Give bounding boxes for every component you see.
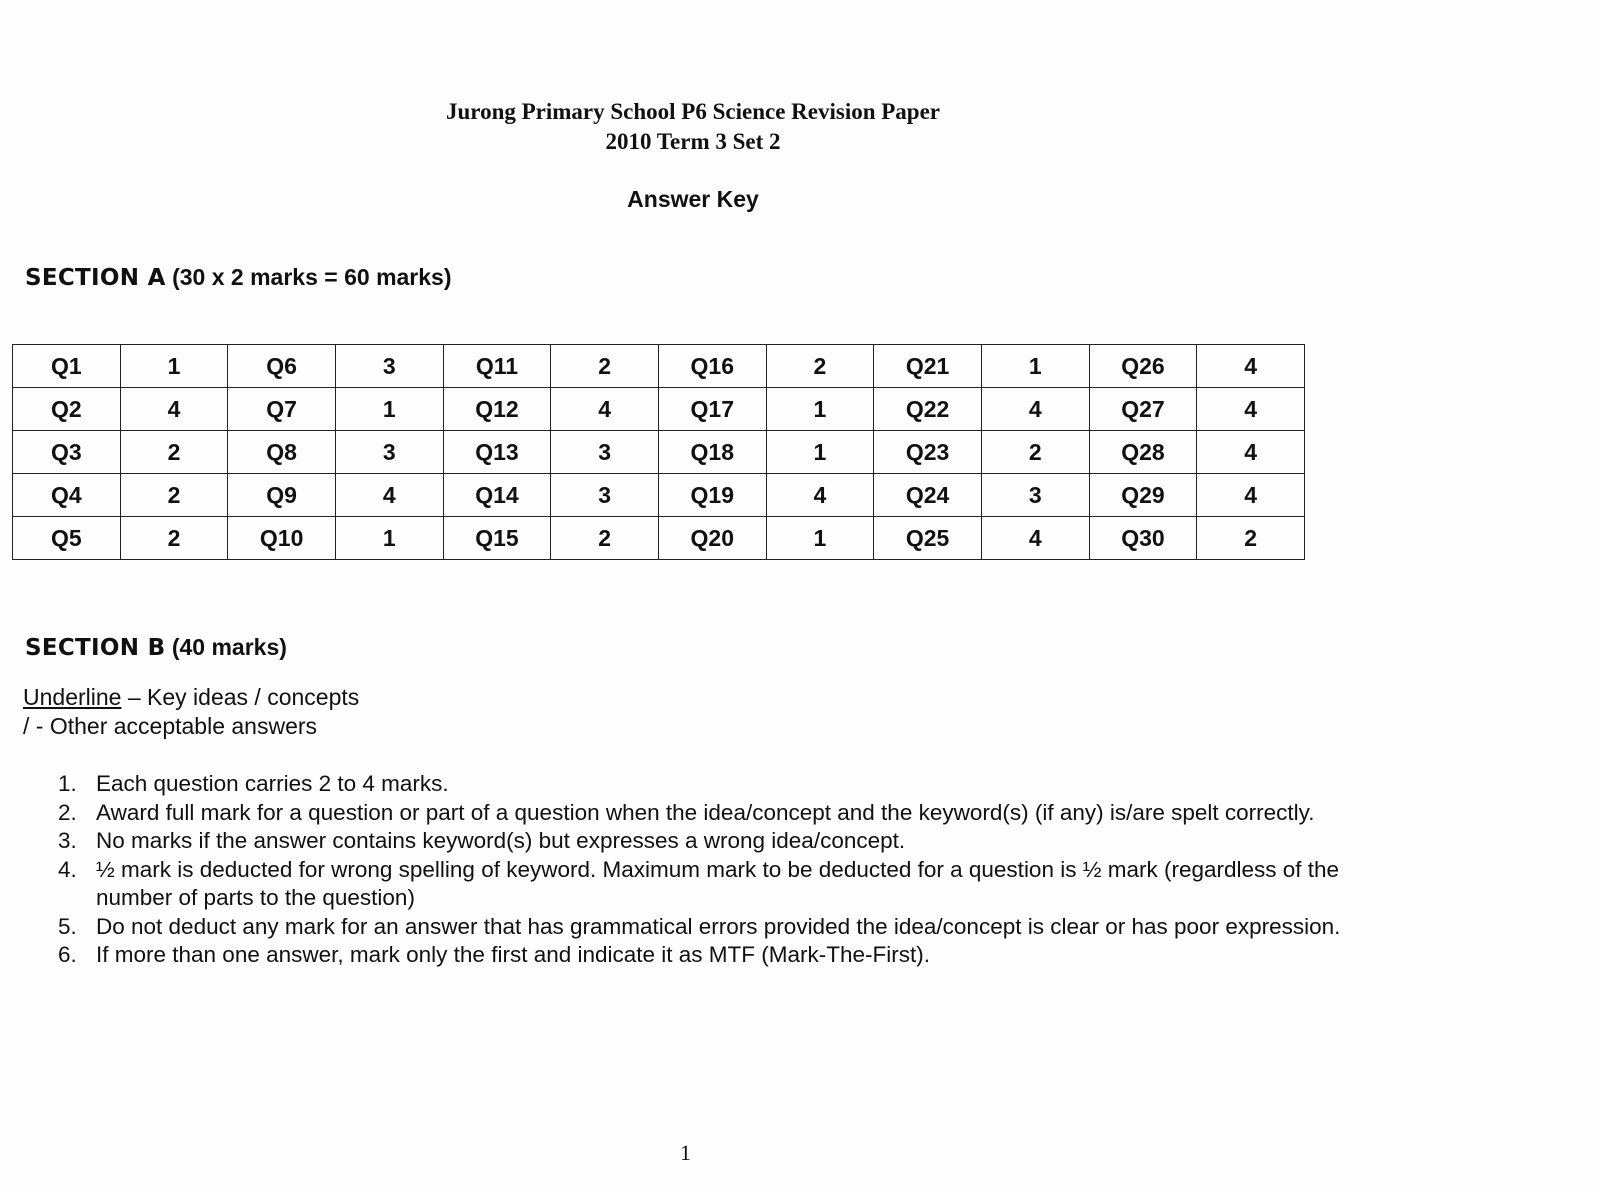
answer-cell: 4 [120, 388, 228, 431]
question-cell: Q4 [13, 474, 121, 517]
answer-cell: 4 [1197, 474, 1305, 517]
section-a-marks: (30 x 2 marks = 60 marks) [172, 264, 452, 290]
answer-cell: 4 [1197, 388, 1305, 431]
answer-cell: 1 [336, 517, 444, 560]
list-number: 1. [58, 771, 77, 796]
list-number: 5. [58, 913, 77, 939]
question-cell: Q5 [13, 517, 121, 560]
answer-cell: 2 [120, 517, 228, 560]
question-cell: Q28 [1089, 431, 1197, 474]
question-cell: Q2 [13, 388, 121, 431]
answer-cell: 1 [120, 345, 228, 388]
answer-cell: 2 [1197, 517, 1305, 560]
list-text: If more than one answer, mark only the first and indicate it as MTF (Mark-The-First). [96, 942, 931, 967]
section-b-heading [25, 634, 287, 661]
question-cell: Q18 [658, 431, 766, 474]
question-cell: Q10 [228, 517, 336, 560]
answer-cell: 3 [336, 431, 444, 474]
section-a-label: SECTION A [25, 265, 166, 291]
answer-cell: 3 [551, 431, 659, 474]
question-cell: Q24 [874, 474, 982, 517]
question-cell: Q15 [443, 517, 551, 560]
answer-cell: 4 [551, 388, 659, 431]
list-item [58, 770, 1358, 799]
document-subtitle: 2010 Term 3 Set 2 [605, 129, 781, 154]
list-text: Each question carries 2 to 4 marks. [96, 771, 449, 796]
section-b-label: SECTION B [25, 635, 166, 661]
answer-cell: 2 [981, 431, 1089, 474]
answer-cell: 4 [981, 388, 1089, 431]
table-row [13, 517, 1305, 560]
answer-cell: 1 [766, 431, 874, 474]
underline-sample: Underline [23, 684, 122, 710]
marking-rules-list [58, 770, 1358, 970]
question-cell: Q11 [443, 345, 551, 388]
answer-cell: 4 [336, 474, 444, 517]
answer-key-heading: Answer Key [627, 186, 759, 212]
legend-underline [23, 684, 359, 711]
section-b-marks: (40 marks) [171, 634, 287, 660]
question-cell: Q6 [228, 345, 336, 388]
answer-table [12, 344, 1305, 560]
list-item [58, 827, 1358, 856]
question-cell: Q20 [658, 517, 766, 560]
question-cell: Q8 [228, 431, 336, 474]
answer-cell: 1 [766, 517, 874, 560]
list-number: 2. [58, 799, 77, 825]
answer-cell: 4 [766, 474, 874, 517]
list-item [58, 799, 1358, 828]
answer-cell: 1 [766, 388, 874, 431]
list-text: No marks if the answer contains keyword(s) but expresses a wrong idea/concept. [96, 828, 906, 853]
underline-desc: – Key ideas / concepts [121, 684, 360, 710]
question-cell: Q23 [874, 431, 982, 474]
list-text: Award full mark for a question or part of a question when the idea/concept and the keyword(s) (if any) is/are spelt correctly. [96, 799, 1315, 825]
document-title: Jurong Primary School P6 Science Revision Paper [445, 99, 941, 124]
list-item [58, 856, 1358, 913]
table-row [13, 431, 1305, 474]
question-cell: Q12 [443, 388, 551, 431]
answer-cell: 3 [336, 345, 444, 388]
question-cell: Q13 [443, 431, 551, 474]
question-cell: Q27 [1089, 388, 1197, 431]
section-a-heading [25, 264, 452, 291]
answer-cell: 3 [981, 474, 1089, 517]
list-text: Do not deduct any mark for an answer that has grammatical errors provided the idea/concept is clear or has poor expression. [96, 913, 1341, 939]
table-row [13, 388, 1305, 431]
question-cell: Q26 [1089, 345, 1197, 388]
list-item [58, 941, 1358, 970]
question-cell: Q17 [658, 388, 766, 431]
list-number: 4. [58, 856, 77, 882]
question-cell: Q29 [1089, 474, 1197, 517]
list-number: 3. [58, 828, 77, 853]
answer-cell: 2 [551, 517, 659, 560]
question-cell: Q1 [13, 345, 121, 388]
page-number: 1 [680, 1140, 691, 1165]
answer-cell: 4 [981, 517, 1089, 560]
table-row [13, 345, 1305, 388]
question-cell: Q7 [228, 388, 336, 431]
answer-cell: 3 [551, 474, 659, 517]
list-number: 6. [58, 942, 77, 967]
answer-cell: 4 [1197, 431, 1305, 474]
answer-cell: 2 [551, 345, 659, 388]
list-item [58, 913, 1358, 942]
answer-cell: 1 [981, 345, 1089, 388]
question-cell: Q9 [228, 474, 336, 517]
question-cell: Q25 [874, 517, 982, 560]
answer-cell: 2 [120, 431, 228, 474]
list-text: ½ mark is deducted for wrong spelling of keyword. Maximum mark to be deducted for a question is ½ mark (regardless of the number of parts to the question) [96, 856, 1340, 910]
question-cell: Q21 [874, 345, 982, 388]
answer-cell: 2 [766, 345, 874, 388]
question-cell: Q16 [658, 345, 766, 388]
question-cell: Q19 [658, 474, 766, 517]
legend-slash: / - Other acceptable answers [23, 713, 318, 739]
answer-cell: 2 [120, 474, 228, 517]
question-cell: Q3 [13, 431, 121, 474]
table-row [13, 474, 1305, 517]
question-cell: Q22 [874, 388, 982, 431]
answer-cell: 1 [336, 388, 444, 431]
question-cell: Q14 [443, 474, 551, 517]
question-cell: Q30 [1089, 517, 1197, 560]
answer-cell: 4 [1197, 345, 1305, 388]
